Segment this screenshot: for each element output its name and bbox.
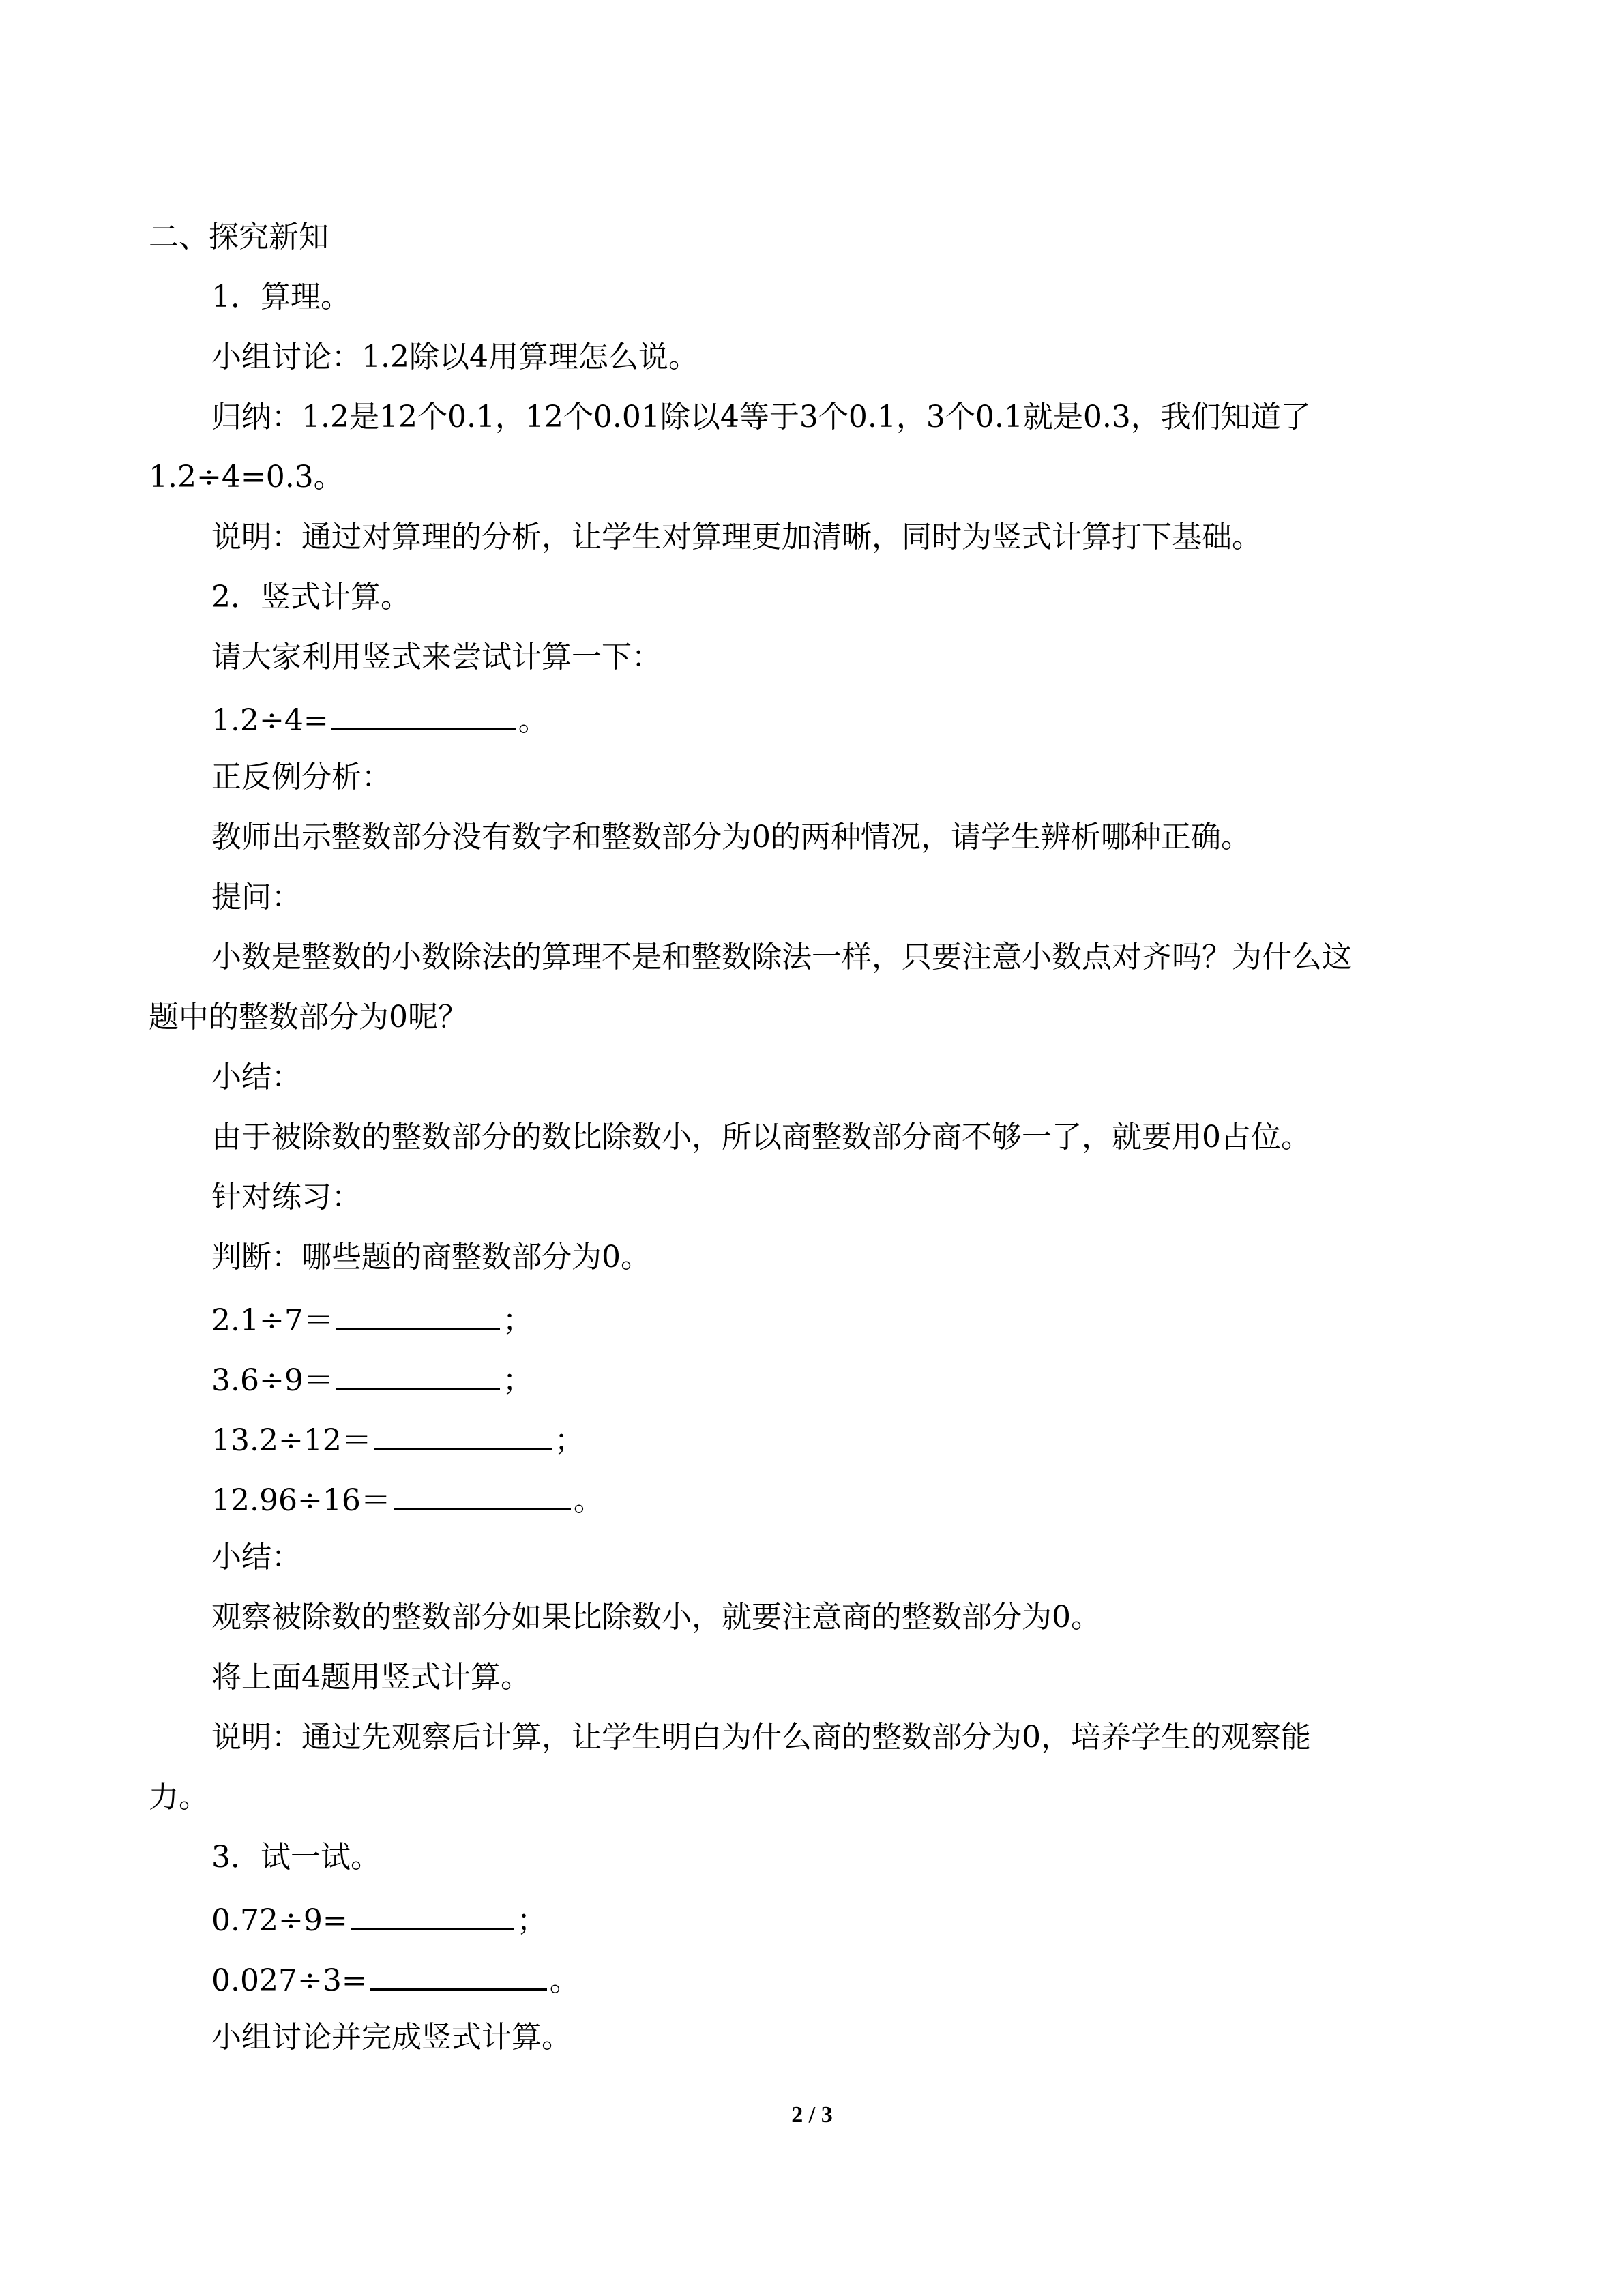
practice-row — [211, 1417, 585, 1461]
practice-end: ； — [502, 1303, 533, 1338]
section-title: 二、探究新知 — [149, 220, 329, 254]
practice-row — [211, 1297, 533, 1341]
exercise-expression: 1.2÷4= — [211, 703, 329, 738]
item1-discussion: 小组讨论：1.2除以4用算理怎么说。 — [211, 340, 698, 374]
item3-heading: 3．试一试。 — [211, 1840, 381, 1875]
try-expression: 0.72÷9= — [211, 1903, 348, 1938]
analysis-text: 教师出示整数部分没有数字和整数部分为0的两种情况，请学生辨析哪种正确。 — [211, 820, 1251, 854]
item1-heading: 1．算理。 — [211, 280, 351, 314]
try-expression: 0.027÷3= — [211, 1963, 367, 1998]
practice-label: 针对练习： — [211, 1180, 361, 1214]
practice-expression: 2.1÷7＝ — [211, 1303, 334, 1338]
try-row — [211, 1957, 580, 2001]
exercise-row — [211, 697, 548, 741]
try-row — [211, 1897, 547, 1941]
question-label: 提问： — [211, 880, 301, 914]
answer-blank — [374, 1417, 552, 1450]
answer-blank — [336, 1357, 500, 1390]
answer-blank — [351, 1897, 514, 1930]
practice-end: ； — [502, 1363, 533, 1398]
practice-expression: 13.2÷12＝ — [211, 1423, 372, 1458]
practice-end: ； — [554, 1423, 585, 1458]
item2-prompt: 请大家利用竖式来尝试计算一下： — [211, 640, 662, 674]
analysis-label: 正反例分析： — [211, 760, 392, 794]
practice-row — [211, 1357, 533, 1401]
item1-summary-line2: 1.2÷4=0.3。 — [149, 460, 344, 494]
practice-expression: 12.96÷16＝ — [211, 1483, 391, 1518]
item2-heading: 2．竖式计算。 — [211, 580, 411, 614]
answer-blank — [370, 1957, 547, 1991]
conclusion-label: 小结： — [211, 1060, 301, 1094]
item1-summary-line1: 归纳：1.2是12个0.1，12个0.01除以4等于3个0.1，3个0.1就是0.3，我们知道了 — [211, 400, 1311, 434]
group-task: 小组讨论并完成竖式计算。 — [211, 2020, 572, 2055]
question-line1: 小数是整数的小数除法的算理不是和整数除法一样，只要注意小数点对齐吗？为什么这 — [211, 940, 1352, 974]
practice-expression: 3.6÷9＝ — [211, 1363, 334, 1398]
practice-row — [211, 1477, 604, 1521]
conclusion2-label: 小结： — [211, 1540, 301, 1575]
try-end: ； — [516, 1903, 547, 1938]
page-number: 2 / 3 — [791, 2102, 833, 2128]
conclusion-text: 由于被除数的整数部分的数比除数小，所以商整数部分商不够一了，就要用0占位。 — [211, 1120, 1311, 1154]
exercise-end: 。 — [518, 703, 548, 738]
item2-note-line1: 说明：通过先观察后计算，让学生明白为什么商的整数部分为0，培养学生的观察能 — [211, 1720, 1311, 1755]
practice-end: 。 — [573, 1483, 604, 1518]
answer-blank — [394, 1477, 571, 1510]
answer-blank — [331, 697, 516, 730]
answer-blank — [336, 1297, 500, 1330]
item1-note: 说明：通过对算理的分析，让学生对算理更加清晰，同时为竖式计算打下基础。 — [211, 520, 1262, 554]
vertical-task: 将上面4题用竖式计算。 — [211, 1660, 531, 1695]
item2-note-line2: 力。 — [149, 1780, 209, 1815]
question-line2: 题中的整数部分为0呢？ — [149, 1000, 468, 1034]
try-end: 。 — [549, 1963, 580, 1998]
judge-text: 判断：哪些题的商整数部分为0。 — [211, 1240, 651, 1274]
conclusion2-text: 观察被除数的整数部分如果比除数小，就要注意商的整数部分为0。 — [211, 1600, 1101, 1635]
